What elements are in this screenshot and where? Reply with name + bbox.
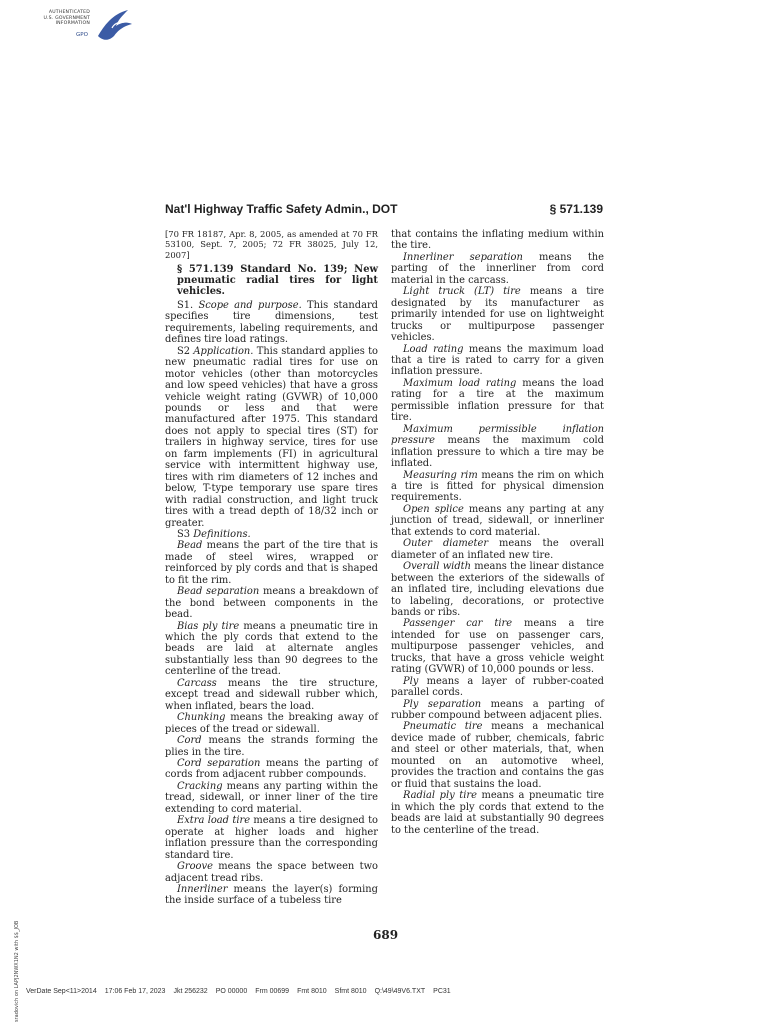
definition-text: means the overall diameter of an inflated new tire. <box>391 538 604 561</box>
paragraph-number: S3 <box>177 528 194 540</box>
seal-line: INFORMATION <box>55 21 90 27</box>
footer-field: PC31 <box>433 988 451 995</box>
side-stamp: sradovich on LAPJ2NWX1N2 with $$_JOB <box>14 920 20 1022</box>
definition-text: means the layer(s) forming the inside surface of a tubeless tire <box>165 884 378 907</box>
definition-paragraph <box>391 252 604 286</box>
defined-term: Overall width <box>403 561 471 573</box>
defined-term: Cord separation <box>177 758 261 770</box>
definition-text: means a tire designed to operate at higher loads and higher inflation pressure than the corresponding standard tire. <box>165 815 378 861</box>
definition-paragraph <box>165 586 378 620</box>
defined-term: Maximum permissible inflation pressure <box>391 423 604 447</box>
definition-paragraph <box>165 712 378 735</box>
definition-text: means the linear distance between the exteriors of the sidewalls of an inflated tire, including elevations due to labeling, decorations, or protective bands or ribs. <box>391 561 604 618</box>
paragraph-number: S2 <box>177 345 194 357</box>
definition-paragraph <box>165 300 378 346</box>
definition-paragraph <box>391 424 604 470</box>
footer-field: Fmt 8010 <box>297 988 327 995</box>
footer-field: Frm 00699 <box>255 988 290 995</box>
defined-term: Passenger car tire <box>403 618 513 630</box>
defined-term: Application. <box>193 345 254 357</box>
page-number: 689 <box>373 928 399 942</box>
seal-gpo-label: GPO <box>76 32 88 38</box>
definition-text: means a tire designated by its manufacturer as primarily intended for use on lightweight trucks or multipurpose passenger vehicles. <box>391 286 604 344</box>
footer-field: VerDate Sep<11>2014 <box>26 988 97 995</box>
definition-text: means the part of the tire that is made of steel wires, wrapped or reinforced by ply cords and that is shaped to fit the rim. <box>165 540 378 586</box>
footer-field: PO 00000 <box>215 988 248 995</box>
defined-term: Bias ply tire <box>177 620 240 632</box>
gpo-authentication-seal <box>30 6 142 46</box>
definition-text: means the maximum load that a tire is rated to carry for a given inflation pressure. <box>391 343 604 378</box>
amendment-citation: [70 FR 18187, Apr. 8, 2005, as amended at 70 FR 53100, Sept. 7, 2005; 72 FR 38025, July 12, 2007] <box>165 229 378 260</box>
definition-text: means any parting within the tread, sidewall, or inner liner of the tire extending to cord material. <box>165 780 378 815</box>
definition-text: means any parting at any junction of tread, sidewall, or innerliner that extends to cord material. <box>391 503 604 538</box>
definition-paragraph <box>165 861 378 884</box>
left-text-column <box>165 229 378 907</box>
definition-text: means a parting of rubber compound between adjacent plies. <box>391 698 604 722</box>
defined-term: Measuring rim <box>403 469 478 481</box>
definition-text: means a layer of rubber-coated parallel cords. <box>391 675 604 699</box>
section-heading: § 571.139 Standard No. 139; New pneumatic radial tires for light vehicles. <box>177 263 378 297</box>
seal-line: U.S. GOVERNMENT <box>43 15 90 21</box>
definition-text: means the tire structure, except tread and sidewall rubber which, when inflated, bears the load. <box>165 677 378 712</box>
definition-text: means the strands forming the plies in the tire. <box>165 735 378 758</box>
defined-term: Radial ply tire <box>403 790 477 802</box>
definition-paragraph <box>165 815 378 861</box>
definition-text: This standard applies to new pneumatic radial tires for use on motor vehicles (other than motorcycles and low speed vehicles) that have a gross vehicle weight rating (GVWR) of 10,000 pounds or less and that were manufactured after 1975. This standard does not apply to special tires (ST) for trailers in highway service, tires for use on farm implements (FI) in agricultural service with intermittent highway use, tires with rim diameters of 12 inches and below, T-type temporary use spare tires with radial construction, and light truck tires with a tread depth of 18/32 inch or greater. <box>165 345 378 529</box>
definition-paragraph <box>165 529 378 540</box>
definition-text: means the breaking away of pieces of the tread or sidewall. <box>165 712 378 735</box>
definition-paragraph <box>391 286 604 343</box>
definition-text: This standard specifies tire dimensions, test requirements, labeling requirements, and defines tire load ratings. <box>165 299 378 346</box>
defined-term: Cord <box>177 735 202 747</box>
definition-paragraph <box>391 676 604 699</box>
definition-paragraph <box>391 699 604 722</box>
running-head <box>165 202 603 218</box>
definition-paragraph <box>165 346 378 529</box>
running-head-section: § 571.139 <box>549 202 603 216</box>
defined-term: Groove <box>177 861 213 873</box>
definition-text: means a mechanical device made of rubber, chemicals, fabric and steel or other materials, that, when mounted on an automotive wheel, provides the traction and contains the gas or fluid that sustains the load. <box>391 721 604 790</box>
seal-text <box>30 10 90 27</box>
definition-text: means the maximum cold inflation pressure to which a tire may be inflated. <box>391 435 604 470</box>
defined-term: Maximum load rating <box>403 377 517 389</box>
paragraph-number: S1. <box>177 299 199 311</box>
defined-term: Light truck (LT) tire <box>403 286 521 298</box>
defined-term: Chunking <box>177 712 226 724</box>
definition-paragraph <box>165 884 378 907</box>
definition-paragraph <box>165 540 378 586</box>
footer-field: 17:06 Feb 17, 2023 <box>104 988 166 995</box>
definition-text: means a tire intended for use on passenger cars, multipurpose passenger vehicles, and trucks, that have a gross vehicle weight rating (GVWR) of 10,000 pounds or less. <box>391 618 604 676</box>
defined-term: Innerliner separation <box>403 251 523 263</box>
definition-paragraph <box>391 561 604 618</box>
definition-continuation: that contains the inflating medium within the tire. <box>391 229 604 252</box>
footer-field: Sfmt 8010 <box>334 988 367 995</box>
defined-term: Innerliner <box>177 884 228 895</box>
eagle-icon <box>92 6 136 46</box>
defined-term: Pneumatic tire <box>403 721 483 733</box>
print-footer <box>26 988 746 995</box>
definition-paragraph <box>391 721 604 790</box>
defined-term: Bead separation <box>177 586 260 598</box>
definition-paragraph <box>391 790 604 836</box>
right-text-column <box>391 229 604 836</box>
definition-paragraph <box>391 378 604 424</box>
definition-text: means a pneumatic tire in which the ply cords that extend to the beads are laid at substantially 90 degrees to the centerline of the tread. <box>391 790 604 836</box>
defined-term: Load rating <box>403 343 464 355</box>
defined-term: Ply <box>403 675 419 687</box>
defined-term: Extra load tire <box>177 815 251 827</box>
seal-line: AUTHENTICATED <box>48 10 90 15</box>
definition-text: means a breakdown of the bond between components in the bead. <box>165 586 379 621</box>
definition-text: means the rim on which a tire is fitted for physical dimension requirements. <box>391 469 604 504</box>
defined-term: Bead <box>177 540 203 552</box>
definition-paragraph <box>165 621 378 678</box>
definition-paragraph <box>391 504 604 538</box>
definition-paragraph <box>391 344 604 378</box>
definition-paragraph <box>165 735 378 758</box>
definition-text: means the load rating for a tire at the maximum permissible inflation pressure for that tire. <box>391 377 604 424</box>
definition-paragraph <box>165 678 378 712</box>
definition-paragraph <box>391 618 604 675</box>
defined-term: Definitions. <box>193 528 251 540</box>
definition-paragraph <box>165 781 378 815</box>
definition-text: means a pneumatic tire in which the ply cords that extend to the beads are laid at alternate angles substantially less than 90 degrees to the centerline of the tread. <box>165 620 379 678</box>
definition-paragraph <box>391 470 604 504</box>
definition-paragraph <box>391 538 604 561</box>
definition-text: means the space between two adjacent tread ribs. <box>165 861 378 884</box>
defined-term: Outer diameter <box>403 538 489 550</box>
definition-paragraph <box>165 758 378 781</box>
defined-term: Scope and purpose. <box>198 299 302 311</box>
defined-term: Cracking <box>177 780 223 792</box>
definition-text: means the parting of cords from adjacent rubber compounds. <box>165 758 378 781</box>
definition-text: means the parting of the innerliner from cord material in the carcass. <box>391 251 604 286</box>
defined-term: Open splice <box>403 503 464 515</box>
footer-field: Q:\49\49V6.TXT <box>374 988 426 995</box>
running-head-agency: Nat'l Highway Traffic Safety Admin., DOT <box>165 202 398 216</box>
defined-term: Ply separation <box>403 698 482 710</box>
footer-field: Jkt 256232 <box>173 988 208 995</box>
defined-term: Carcass <box>177 677 217 689</box>
